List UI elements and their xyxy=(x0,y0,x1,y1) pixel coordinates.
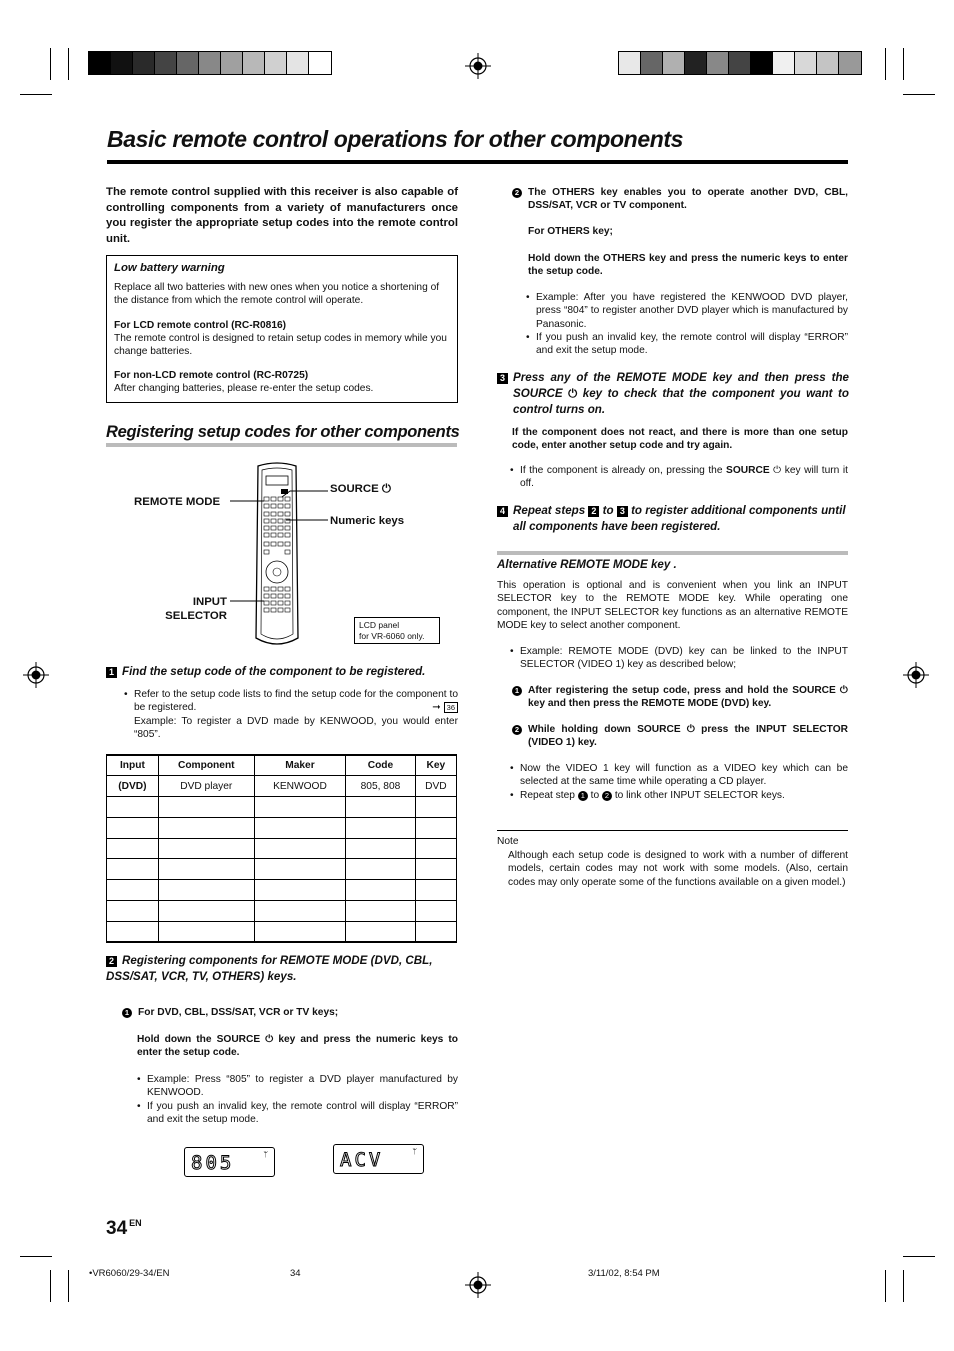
color-swatch xyxy=(221,52,243,74)
color-swatch xyxy=(663,52,685,74)
table-row-empty xyxy=(107,880,457,901)
table-header-row xyxy=(107,755,457,776)
step-3-bullet-a: If the component is already on, pressing the xyxy=(520,465,723,476)
right-bullets xyxy=(526,291,848,357)
color-swatch xyxy=(243,52,265,74)
alt-bullet-3-a: Repeat step xyxy=(520,789,575,801)
table-row-empty xyxy=(107,817,457,838)
callout-lines xyxy=(228,485,332,615)
right-sub2-text: The OTHERS key enables you to operate another DVD, CBL, DSS/SAT, VCR or TV component. xyxy=(528,187,848,212)
step-2-hold-b: key and press the numeric keys to enter the setup code. xyxy=(137,1034,458,1059)
alt-substep-1-text xyxy=(512,684,848,711)
color-swatch xyxy=(199,52,221,74)
color-swatch xyxy=(685,52,707,74)
table-row-empty xyxy=(107,838,457,859)
right-bullet-2: • If you push an invalid key, the remote control will display “ERROR” and exit the setup mode. xyxy=(526,331,848,358)
step-number: 1 xyxy=(106,667,117,678)
step-1-body xyxy=(124,688,458,741)
color-swatch xyxy=(89,52,111,74)
table-row-empty xyxy=(107,921,457,942)
color-swatch xyxy=(795,52,817,74)
color-swatch xyxy=(111,52,133,74)
lcd-display-acv xyxy=(333,1144,424,1174)
color-bar-left xyxy=(88,51,332,75)
right-bullet-1: • Example: After you have registered the KENWOOD DVD player, press “804” to register another DVD player which is manufactured by Panasonic. xyxy=(526,291,848,331)
color-swatch xyxy=(751,52,773,74)
step-1-example: Example: To register a DVD made by KENWOOD, you would enter “805”. xyxy=(134,715,458,740)
setup-code-table xyxy=(106,754,457,943)
table-cell: (DVD) xyxy=(107,776,159,797)
step-3-bullet-source: SOURCE xyxy=(726,465,770,476)
table-header-cell: Key xyxy=(415,755,456,776)
color-swatch xyxy=(265,52,287,74)
step-4-to: to xyxy=(602,504,614,517)
step-3-bullet xyxy=(510,464,848,491)
step-4-text-a: Repeat steps xyxy=(513,504,586,517)
step-3-heading xyxy=(497,370,849,418)
step-3-text-b: key to check that the component you want to control turns on. xyxy=(513,387,849,416)
power-icon: ⏻ xyxy=(839,685,848,696)
table-row-empty xyxy=(107,859,457,880)
label-source xyxy=(330,482,391,496)
step-1-heading xyxy=(106,664,458,680)
hold-others-text: Hold down the OTHERS key and press the numeric keys to enter the setup code. xyxy=(528,253,848,278)
alt-substep-1 xyxy=(512,684,848,711)
step-number: 4 xyxy=(497,506,508,517)
color-swatch xyxy=(729,52,751,74)
lcd-display-text: 805 xyxy=(191,1152,235,1174)
color-swatch xyxy=(817,52,839,74)
for-others-label: For OTHERS key; xyxy=(528,226,613,237)
color-swatch xyxy=(309,52,331,74)
label-input-text: INPUT xyxy=(192,596,227,608)
note-rule xyxy=(497,830,848,831)
color-swatch xyxy=(619,52,641,74)
substep-ref-number: 1 xyxy=(578,791,588,801)
substep-number: 2 xyxy=(512,725,522,735)
table-cell: DVD player xyxy=(158,776,254,797)
color-swatch xyxy=(707,52,729,74)
title-rule xyxy=(107,160,848,164)
substep-ref-number: 2 xyxy=(602,791,612,801)
step-number: 3 xyxy=(497,373,508,384)
step-2-sub1 xyxy=(122,1006,458,1019)
step-2-bullet-2: • If you push an invalid key, the remote control will display “ERROR” and exit the setup mode. xyxy=(137,1100,458,1127)
label-input-selector xyxy=(159,595,227,623)
alt-bullet-3-to: to xyxy=(590,789,600,801)
substep-number: 1 xyxy=(122,1008,132,1018)
registration-mark-bottom-icon xyxy=(465,1272,491,1298)
lcd-display-805 xyxy=(184,1147,275,1177)
step-4-text-b: to register additional components until all components have been registered. xyxy=(513,504,846,533)
nonlcd-remote-heading: For non-LCD remote control (RC-R0725) xyxy=(114,370,309,382)
antenna-icon: ᛘ xyxy=(263,1150,268,1159)
step-2-sub1-text: For DVD, CBL, DSS/SAT, VCR or TV keys; xyxy=(138,1007,339,1018)
registration-mark-left-icon xyxy=(23,662,49,688)
table-row-empty xyxy=(107,901,457,922)
intro-paragraph: The remote control supplied with this receiver is also capable of controlling components from a variety of manufacturers once you register the appropriate setup codes into the remote control unit. xyxy=(106,186,458,245)
alt-bullets-2 xyxy=(510,762,848,802)
alt-bullet xyxy=(510,645,848,672)
color-swatch xyxy=(839,52,861,74)
footer-left: •VR6060/29-34/EN xyxy=(89,1268,170,1279)
color-swatch xyxy=(287,52,309,74)
alt-s2-b: press the INPUT SELECTOR (VIDEO 1) key. xyxy=(528,724,848,749)
step-3-text xyxy=(497,370,849,418)
battery-warning-heading: Low battery warning xyxy=(114,262,225,274)
alt-s2-a: While holding down SOURCE xyxy=(528,724,681,735)
step-4-text xyxy=(497,503,849,535)
footer-center: 34 xyxy=(290,1268,301,1279)
page-lang: EN xyxy=(129,1218,142,1228)
alt-bullet-item: • Example: REMOTE MODE (DVD) key can be linked to the INPUT SELECTOR (VIDEO 1) key as described below; xyxy=(510,645,848,672)
label-selector-text: SELECTOR xyxy=(165,610,227,622)
alt-substep-2 xyxy=(512,723,848,750)
color-swatch xyxy=(177,52,199,74)
table-cell: 805, 808 xyxy=(346,776,416,797)
step-1-bullet xyxy=(124,688,458,715)
step-number: 2 xyxy=(106,956,117,967)
step-1-bullet-text: Refer to the setup code lists to find the setup code for the component to be registered. xyxy=(134,689,458,714)
step-1-text: Find the setup code of the component to be registered. xyxy=(122,665,426,678)
arrow-icon: ➞ xyxy=(432,702,441,714)
page-ref-number: 36 xyxy=(444,702,458,713)
step-2-text: Registering components for REMOTE MODE (DVD, CBL, DSS/SAT, VCR, TV, OTHERS) keys. xyxy=(106,954,433,983)
lcd-remote-heading: For LCD remote control (RC-R0816) xyxy=(114,319,287,331)
step-4-heading xyxy=(497,503,849,535)
power-icon: ⏻ xyxy=(265,1034,274,1045)
color-bar-right xyxy=(618,51,862,75)
lcd-remote-text: The remote control is designed to retain setup codes in memory while you change batteries. xyxy=(114,332,447,358)
power-icon: ⏻ xyxy=(686,724,695,735)
alt-bullet-3 xyxy=(510,789,848,802)
step-3-text-a: Press any of the REMOTE MODE key and then press the SOURCE xyxy=(513,371,849,400)
alt-s1-b: key and then press the REMOTE MODE (DVD) key. xyxy=(528,698,772,710)
alt-bullet-3-b: to link other INPUT SELECTOR keys. xyxy=(614,789,785,801)
step-2-bullets xyxy=(137,1073,458,1126)
antenna-icon: ᛘ xyxy=(412,1147,417,1156)
substep-number: 1 xyxy=(512,686,522,696)
step-3-bullet-b: key will turn it off. xyxy=(520,465,848,490)
step-ref-number: 3 xyxy=(617,506,628,517)
step-2-hold xyxy=(137,1033,458,1060)
substep-number: 2 xyxy=(512,188,522,198)
color-swatch xyxy=(641,52,663,74)
step-2-hold-a: Hold down the SOURCE xyxy=(137,1034,261,1045)
table-row-empty xyxy=(107,797,457,818)
lcd-panel-note xyxy=(354,617,440,644)
lcd-panel-note-line1: LCD panel xyxy=(359,620,400,630)
alt-bullet-2: • Now the VIDEO 1 key will function as a VIDEO key which can be selected at the same time while operating a CD player. xyxy=(510,762,848,789)
step-2-heading xyxy=(106,953,458,985)
table-header-cell: Maker xyxy=(254,755,346,776)
step-2-bullet-1: • Example: Press “805” to register a DVD player manufactured by KENWOOD. xyxy=(137,1073,458,1100)
step-3-bullet-item xyxy=(510,464,848,491)
step-3-note: If the component does not react, and there is more than one setup code, enter another setup code and try again. xyxy=(512,427,848,452)
registration-mark-top-icon xyxy=(465,53,491,79)
color-swatch xyxy=(133,52,155,74)
power-icon: ⏻ xyxy=(773,465,782,476)
lcd-display-text: ACV xyxy=(340,1149,384,1171)
right-sub2 xyxy=(512,186,848,213)
power-icon: ⏻ xyxy=(568,387,578,400)
battery-warning-text: Replace all two batteries with new ones when you notice a shortening of the distance from which the remote control will operate. xyxy=(114,282,440,307)
alt-s1-a: After registering the setup code, press and hold the SOURCE xyxy=(528,685,836,696)
page-title: Basic remote control operations for other components xyxy=(107,126,684,152)
table-header-cell: Code xyxy=(346,755,416,776)
nonlcd-remote-text: After changing batteries, please re-enter the setup codes. xyxy=(114,383,374,395)
footer-right: 3/11/02, 8:54 PM xyxy=(588,1268,660,1279)
page-number xyxy=(106,1218,142,1240)
note-label: Note xyxy=(497,836,519,847)
label-numeric-keys: Numeric keys xyxy=(330,515,405,527)
page-ref xyxy=(432,701,458,714)
step-ref-number: 2 xyxy=(588,506,599,517)
alt-heading: Alternative REMOTE MODE key . xyxy=(497,558,677,571)
power-icon: ⏻ xyxy=(381,483,391,495)
table-header-cell: Component xyxy=(158,755,254,776)
table-header-cell: Input xyxy=(107,755,159,776)
color-swatch xyxy=(773,52,795,74)
registration-mark-right-icon xyxy=(903,662,929,688)
label-remote-mode: REMOTE MODE xyxy=(134,496,221,508)
alt-section-rule xyxy=(497,551,848,555)
page-number-value: 34 xyxy=(106,1218,128,1239)
battery-warning-box xyxy=(106,255,458,403)
lcd-panel-note-line2: for VR-6060 only. xyxy=(359,631,425,641)
note-text: Although each setup code is designed to work with a number of different models, certain codes may not work with some models. (Also, certain codes may only operate some of the functions available on a given model.) xyxy=(508,850,848,888)
table-cell: DVD xyxy=(415,776,456,797)
table-cell: KENWOOD xyxy=(254,776,346,797)
section-rule xyxy=(106,443,457,447)
alt-text: This operation is optional and is convenient when you link an INPUT SELECTOR key to the REMOTE MODE key. While operating one component, the INPUT SELECTOR key functions as an alternative REMOTE MODE key to select another component. xyxy=(497,580,848,631)
color-swatch xyxy=(155,52,177,74)
table-row xyxy=(107,776,457,797)
alt-substep-2-text xyxy=(512,723,848,750)
label-source-text: SOURCE xyxy=(330,483,379,495)
section-heading-registering: Registering setup codes for other components xyxy=(106,423,460,441)
